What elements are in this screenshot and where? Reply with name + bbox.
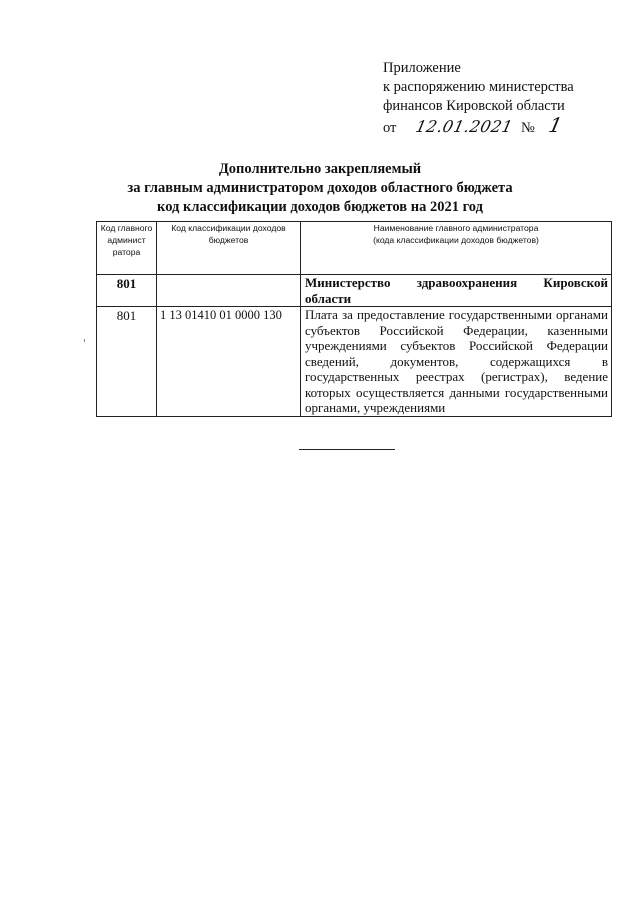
appendix-line-2: к распоряжению министерства <box>383 79 574 95</box>
row-name: Министерство здравоохранения Кировской области <box>301 275 612 307</box>
header-name-line-1: Наименование главного администратора <box>373 223 539 233</box>
header-name-line-2: (кода классификации доходов бюджетов) <box>373 235 539 245</box>
handwritten-date: 12.01.2021 <box>414 117 516 136</box>
date-prefix: от <box>383 120 397 136</box>
handwritten-number: 1 <box>546 113 565 137</box>
table-header-row <box>97 222 612 275</box>
header-admin-code: Код главного админист ратора <box>97 222 157 275</box>
number-label: № <box>521 120 535 136</box>
title-line-1: Дополнительно закрепляемый <box>218 161 422 177</box>
row-kbk: 1 13 01410 01 0000 130 <box>157 307 301 417</box>
scan-artifact <box>84 339 85 342</box>
document-title <box>60 160 580 217</box>
revenue-code-table <box>96 221 612 417</box>
closing-rule <box>299 449 395 450</box>
appendix-line-1: Приложение <box>383 60 461 76</box>
header-name <box>301 222 612 275</box>
row-admin-code: 801 <box>97 275 157 307</box>
table-row <box>97 275 612 307</box>
title-line-3: код классификации доходов бюджетов на 2021 год <box>157 199 483 215</box>
row-admin-code: 801 <box>97 307 157 417</box>
appendix-block <box>383 59 574 138</box>
title-line-2: за главным администратором доходов областного бюджета <box>127 180 513 196</box>
header-kbk: Код классификации доходов бюджетов <box>157 222 301 275</box>
row-kbk <box>157 275 301 307</box>
appendix-date-line <box>383 113 574 138</box>
row-name: Плата за предоставление государственными органами субъектов Российской Федерации, казенными учреждениями субъектов Российской Федерации сведений, документов, содержащихся в государственных реестрах (регистрах), ведение которых осуществляется данными государственными органами, учреждениями <box>301 307 612 417</box>
appendix-line-3: финансов Кировской области <box>383 98 565 114</box>
table-row <box>97 307 612 417</box>
